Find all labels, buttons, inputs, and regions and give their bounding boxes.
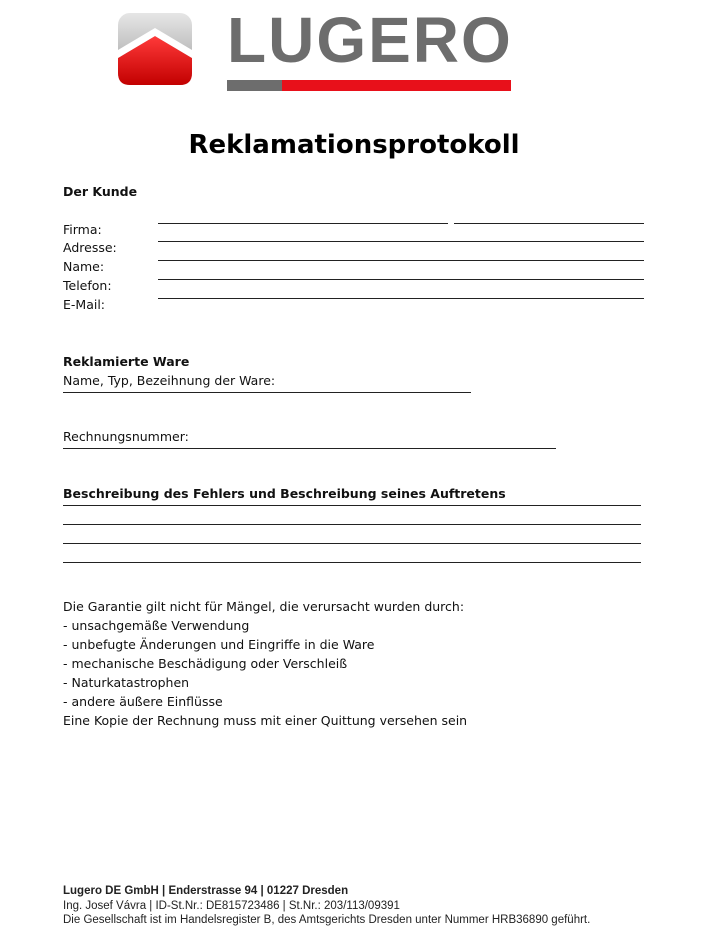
email-line[interactable] <box>158 298 644 299</box>
field-label-firma: Firma: <box>63 222 102 237</box>
footer-company: Lugero DE GmbH | Enderstrasse 94 | 01227 Dresden <box>63 885 349 897</box>
company-logo <box>117 4 517 86</box>
warranty-item: - unbefugte Änderungen und Eingriffe in die Ware <box>63 637 375 652</box>
footer-register: Die Gesellschaft ist im Handelsregister B, des Amtsgerichts Dresden unter Nummer HRB36890 geführt. <box>63 914 591 926</box>
warranty-item: - Naturkatastrophen <box>63 675 190 690</box>
telefon-line[interactable] <box>158 279 644 280</box>
firma-line-2[interactable] <box>454 223 644 224</box>
goods-heading: Reklamierte Ware <box>63 354 190 369</box>
logo-bar-red <box>282 80 511 91</box>
defect-line-2[interactable] <box>63 524 641 525</box>
warranty-intro: Die Garantie gilt nicht für Mängel, die verursacht wurden durch: <box>63 599 465 614</box>
lugero-logo-icon <box>117 12 193 86</box>
defect-line-1[interactable] <box>63 505 641 506</box>
firma-line-1[interactable] <box>158 223 448 224</box>
field-label-telefon: Telefon: <box>63 278 112 293</box>
warranty-item: - unsachgemäße Verwendung <box>63 618 250 633</box>
invoice-copy-note: Eine Kopie der Rechnung muss mit einer Quittung versehen sein <box>63 713 468 728</box>
adresse-line[interactable] <box>158 241 644 242</box>
document-title: Reklamationsprotokoll <box>188 130 520 160</box>
logo-wordmark: LUGERO <box>227 4 513 76</box>
defect-heading: Beschreibung des Fehlers und Beschreibung seines Auftretens <box>63 486 506 501</box>
footer-tax-ids: Ing. Josef Vávra | ID-St.Nr.: DE815723486 | St.Nr.: 203/113/09391 <box>63 900 400 912</box>
warranty-item: - andere äußere Einflüsse <box>63 694 223 709</box>
field-label-adresse: Adresse: <box>63 240 117 255</box>
invoice-line[interactable] <box>63 448 556 449</box>
defect-line-3[interactable] <box>63 543 641 544</box>
defect-line-4[interactable] <box>63 562 641 563</box>
customer-heading: Der Kunde <box>63 184 138 199</box>
invoice-label: Rechnungsnummer: <box>63 429 189 444</box>
goods-name-label: Name, Typ, Bezeihnung der Ware: <box>63 373 276 388</box>
field-label-email: E-Mail: <box>63 297 106 312</box>
name-line[interactable] <box>158 260 644 261</box>
goods-name-line[interactable] <box>63 392 471 393</box>
field-label-name: Name: <box>63 259 105 274</box>
logo-bar-gray <box>227 80 282 91</box>
warranty-item: - mechanische Beschädigung oder Verschleiß <box>63 656 348 671</box>
